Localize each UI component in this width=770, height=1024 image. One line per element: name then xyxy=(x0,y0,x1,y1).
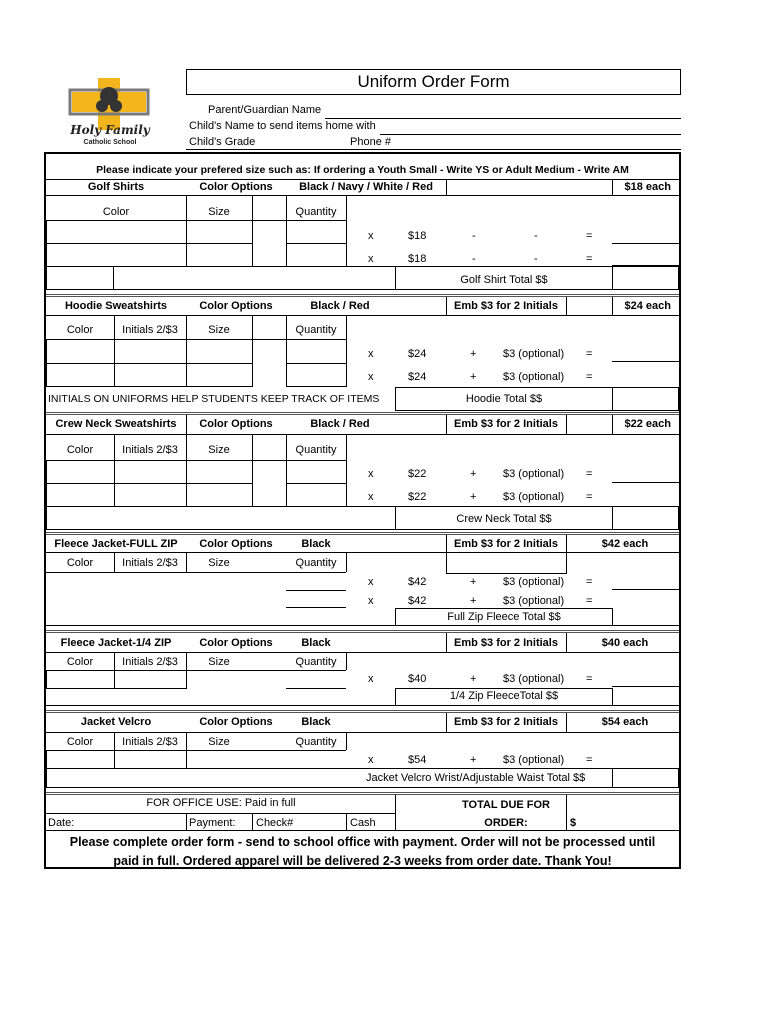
crew-equals-2: = xyxy=(586,491,593,503)
hoodie-color-input-1[interactable] xyxy=(46,339,115,364)
crew-price-2: $22 xyxy=(408,491,427,503)
velcro-colors: Black xyxy=(301,716,331,728)
crew-size-input-1[interactable] xyxy=(186,460,253,484)
hoodie-qty-input-1[interactable] xyxy=(286,339,347,364)
parent-name-input[interactable] xyxy=(325,118,681,119)
crew-total-input[interactable] xyxy=(612,506,679,530)
child-name-input[interactable] xyxy=(380,134,681,135)
golf-price-1: $18 xyxy=(408,230,427,242)
golf-size-input-1[interactable] xyxy=(186,220,253,244)
crew-line-total-1[interactable] xyxy=(612,482,679,483)
golf-quantity-label: Quantity xyxy=(295,206,337,218)
golf-price-2: $18 xyxy=(408,253,427,265)
golf-equals-2: = xyxy=(586,253,593,265)
crew-title: Crew Neck Sweatshirts xyxy=(55,418,177,430)
fleece-quarter-price-each: $40 each xyxy=(601,637,649,649)
crew-plus-1: + xyxy=(470,468,477,480)
initials-notice: INITIALS ON UNIFORMS HELP STUDENTS KEEP TRACK OF ITEMS xyxy=(48,393,380,405)
fleece-quarter-color-input[interactable] xyxy=(46,670,115,689)
velcro-initials-input[interactable] xyxy=(114,750,187,769)
total-due-dollar: $ xyxy=(570,817,577,829)
golf-colors: Black / Navy / White / Red xyxy=(299,181,433,193)
golf-dash-1b: - xyxy=(534,230,538,242)
size-instructions: Please indicate your prefered size such as: If ordering a Youth Small - Write YS or Adult Medium - Write AM xyxy=(96,164,629,176)
hoodie-color-label: Color xyxy=(66,324,94,336)
crew-size-input-2[interactable] xyxy=(186,483,253,507)
page-title: Uniform Order Form xyxy=(357,72,510,91)
footer-notice-line-2: paid in full. Ordered apparel will be delivered 2-3 weeks from order date. Thank You! xyxy=(113,854,612,868)
velcro-title: Jacket Velcro xyxy=(80,716,152,728)
velcro-price-1: $54 xyxy=(408,754,427,766)
fleece-full-equals-1: = xyxy=(586,576,593,588)
fleece-full-optional-1: $3 (optional) xyxy=(503,576,565,588)
velcro-size-label: Size xyxy=(208,736,230,748)
hoodie-initials-label: Initials 2/$3 xyxy=(122,324,178,336)
crew-optional-2: $3 (optional) xyxy=(503,491,565,503)
fleece-full-colors: Black xyxy=(301,538,331,550)
hoodie-title: Hoodie Sweatshirts xyxy=(64,300,168,312)
parent-name-label: Parent/Guardian Name xyxy=(208,104,322,116)
crew-color-input-2[interactable] xyxy=(46,483,115,507)
hoodie-price-1: $24 xyxy=(408,348,427,360)
fleece-full-plus-2: + xyxy=(470,595,477,607)
hoodie-plus-2: + xyxy=(470,371,477,383)
fleece-quarter-line-total[interactable] xyxy=(612,686,679,687)
fleece-full-qty-line-2[interactable] xyxy=(286,607,346,608)
logo-text-school-name: Holy Family xyxy=(70,123,150,137)
fleece-quarter-colors: Black xyxy=(301,637,331,649)
footer-notice-line-1: Please complete order form - send to school office with payment. Order will not be processed until xyxy=(69,835,656,849)
hoodie-qty-input-2[interactable] xyxy=(286,363,347,387)
crew-color-input-1[interactable] xyxy=(46,460,115,484)
school-logo xyxy=(62,76,158,148)
velcro-total-label: Jacket Velcro Wrist/Adjustable Waist Total $$ xyxy=(366,772,586,784)
total-due-line-2: ORDER: xyxy=(484,817,528,829)
fleece-quarter-color-label: Color xyxy=(66,656,94,668)
velcro-color-label: Color xyxy=(66,736,94,748)
child-grade-label: Child's Grade xyxy=(189,136,256,148)
golf-qty-input-2[interactable] xyxy=(286,243,347,267)
fleece-quarter-title: Fleece Jacket-1/4 ZIP xyxy=(60,637,172,649)
fleece-full-emb-label: Emb $3 for 2 Initials xyxy=(454,538,558,550)
fleece-full-optional-2: $3 (optional) xyxy=(503,595,565,607)
golf-dash-2a: - xyxy=(472,253,476,265)
crew-optional-1: $3 (optional) xyxy=(503,468,565,480)
golf-equals-1: = xyxy=(586,230,593,242)
golf-shirts-title: Golf Shirts xyxy=(87,181,145,193)
crew-colors: Black / Red xyxy=(310,418,370,430)
golf-times-1: x xyxy=(368,230,374,242)
hoodie-price-each: $24 each xyxy=(624,300,671,312)
grade-phone-line[interactable] xyxy=(186,149,681,150)
crew-initials-input-2[interactable] xyxy=(114,483,187,507)
hoodie-optional-1: $3 (optional) xyxy=(503,348,565,360)
office-payment-label: Payment: xyxy=(189,817,236,829)
fleece-quarter-qty-line[interactable] xyxy=(286,688,346,689)
fleece-quarter-plus-1: + xyxy=(470,673,477,685)
velcro-plus-1: + xyxy=(470,754,477,766)
fleece-full-emb-input[interactable] xyxy=(446,552,567,574)
velcro-color-options-label: Color Options xyxy=(199,716,273,728)
hoodie-equals-2: = xyxy=(586,371,593,383)
crew-quantity-label: Quantity xyxy=(295,444,337,456)
hoodie-times-1: x xyxy=(368,348,374,360)
office-use-label: FOR OFFICE USE: Paid in full xyxy=(146,797,296,809)
fleece-full-price-each: $42 each xyxy=(601,538,649,550)
golf-qty-input-1[interactable] xyxy=(286,220,347,244)
hoodie-price-2: $24 xyxy=(408,371,427,383)
fleece-quarter-color-options-label: Color Options xyxy=(199,637,273,649)
crew-qty-input-2[interactable] xyxy=(286,483,347,507)
fleece-quarter-emb-label: Emb $3 for 2 Initials xyxy=(454,637,558,649)
fleece-full-initials-label: Initials 2/$3 xyxy=(122,557,178,569)
hoodie-size-label: Size xyxy=(208,324,230,336)
office-date-label: Date: xyxy=(48,817,75,829)
hoodie-times-2: x xyxy=(368,371,374,383)
golf-price-each: $18 each xyxy=(624,181,671,193)
hoodie-initials-input-2[interactable] xyxy=(114,363,187,387)
hoodie-line-total-1[interactable] xyxy=(612,361,679,362)
fleece-full-color-label: Color xyxy=(66,557,94,569)
fleece-full-quantity-label: Quantity xyxy=(295,557,337,569)
crew-size-label: Size xyxy=(208,444,230,456)
velcro-total-input[interactable] xyxy=(612,768,679,788)
fleece-quarter-size-label: Size xyxy=(208,656,230,668)
crew-price-1: $22 xyxy=(408,468,427,480)
golf-times-2: x xyxy=(368,253,374,265)
crew-times-1: x xyxy=(368,468,374,480)
fleece-full-title: Fleece Jacket-FULL ZIP xyxy=(54,538,178,550)
hoodie-equals-1: = xyxy=(586,348,593,360)
hoodie-colors: Black / Red xyxy=(310,300,370,312)
hoodie-total-label: Hoodie Total $$ xyxy=(465,393,543,405)
golf-line-total-1[interactable] xyxy=(612,243,679,244)
phone-label: Phone # xyxy=(350,136,391,148)
hoodie-emb-label: Emb $3 for 2 Initials xyxy=(454,300,558,312)
fleece-quarter-initials-input[interactable] xyxy=(114,670,187,689)
velcro-quantity-label: Quantity xyxy=(295,736,337,748)
hoodie-initials-input-1[interactable] xyxy=(114,339,187,364)
fleece-quarter-optional-1: $3 (optional) xyxy=(503,673,565,685)
total-due-line-1: TOTAL DUE FOR xyxy=(462,799,550,811)
hoodie-total-input[interactable] xyxy=(612,387,679,411)
hoodie-size-input-1[interactable] xyxy=(186,339,253,364)
hoodie-size-input-2[interactable] xyxy=(186,363,253,387)
hoodie-quantity-label: Quantity xyxy=(295,324,337,336)
crew-plus-2: + xyxy=(470,491,477,503)
golf-color-input-2[interactable] xyxy=(46,243,187,267)
office-cash-label: Cash xyxy=(350,817,376,829)
crew-price-each: $22 each xyxy=(624,418,671,430)
golf-total-input[interactable] xyxy=(612,266,679,290)
crew-emb-label: Emb $3 for 2 Initials xyxy=(454,418,558,430)
fleece-quarter-equals-1: = xyxy=(586,673,593,685)
fleece-full-times-2: x xyxy=(368,595,374,607)
golf-total-label: Golf Shirt Total $$ xyxy=(460,274,548,286)
hoodie-color-options-label: Color Options xyxy=(199,300,273,312)
fleece-full-size-label: Size xyxy=(208,557,230,569)
crew-total-label: Crew Neck Total $$ xyxy=(456,513,552,525)
velcro-color-input[interactable] xyxy=(46,750,115,769)
office-check-label: Check# xyxy=(256,817,294,829)
fleece-quarter-initials-label: Initials 2/$3 xyxy=(122,656,178,668)
crew-initials-label: Initials 2/$3 xyxy=(122,444,178,456)
golf-dash-1a: - xyxy=(472,230,476,242)
fleece-full-price-2: $42 xyxy=(408,595,427,607)
crew-qty-input-1[interactable] xyxy=(286,460,347,484)
fleece-full-times-1: x xyxy=(368,576,374,588)
crew-color-options-label: Color Options xyxy=(199,418,273,430)
velcro-initials-label: Initials 2/$3 xyxy=(122,736,178,748)
hoodie-optional-2: $3 (optional) xyxy=(503,371,565,383)
velcro-equals-1: = xyxy=(586,754,593,766)
fleece-full-equals-2: = xyxy=(586,595,593,607)
fleece-full-qty-line-1[interactable] xyxy=(286,590,346,591)
fleece-full-color-options-label: Color Options xyxy=(199,538,273,550)
golf-color-label: Color xyxy=(102,206,130,218)
fleece-quarter-total-label: 1/4 Zip FleeceTotal $$ xyxy=(449,690,559,702)
child-name-label: Child's Name to send items home with xyxy=(189,120,376,132)
crew-initials-input-1[interactable] xyxy=(114,460,187,484)
fleece-full-plus-1: + xyxy=(470,576,477,588)
fleece-full-line-total-1[interactable] xyxy=(612,589,679,590)
velcro-emb-label: Emb $3 for 2 Initials xyxy=(454,716,558,728)
hoodie-plus-1: + xyxy=(470,348,477,360)
fleece-quarter-times-1: x xyxy=(368,673,374,685)
fleece-quarter-quantity-label: Quantity xyxy=(295,656,337,668)
golf-size-label: Size xyxy=(208,206,230,218)
hoodie-color-input-2[interactable] xyxy=(46,363,115,387)
golf-dash-2b: - xyxy=(534,253,538,265)
golf-color-options-label: Color Options xyxy=(199,181,273,193)
velcro-price-each: $54 each xyxy=(601,716,649,728)
crew-times-2: x xyxy=(368,491,374,503)
crew-equals-1: = xyxy=(586,468,593,480)
fleece-quarter-price-1: $40 xyxy=(408,673,427,685)
velcro-times-1: x xyxy=(368,754,374,766)
logo-text-catholic-school: Catholic School xyxy=(83,139,137,146)
fleece-full-total-label: Full Zip Fleece Total $$ xyxy=(447,611,561,623)
velcro-optional-1: $3 (optional) xyxy=(503,754,565,766)
golf-size-input-2[interactable] xyxy=(186,243,253,267)
fleece-full-price-1: $42 xyxy=(408,576,427,588)
golf-color-input-1[interactable] xyxy=(46,220,187,244)
crew-color-label: Color xyxy=(66,444,94,456)
